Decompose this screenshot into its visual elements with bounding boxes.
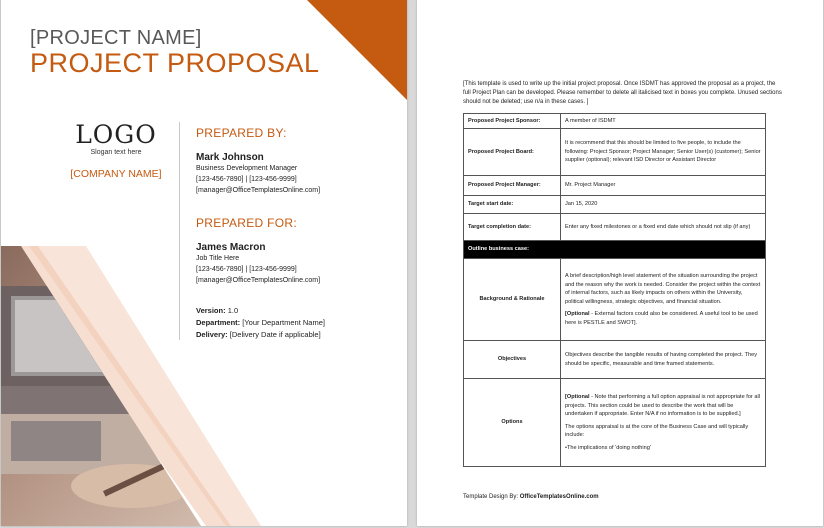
completion-date-label: Target completion date: [464, 214, 561, 241]
project-name: [PROJECT NAME] [30, 27, 202, 49]
logo-slogan: Slogan text here [90, 149, 142, 156]
table-row [464, 114, 766, 129]
prepared-for-heading: PREPARED FOR: [196, 216, 298, 230]
prepared-by-title: Business Development Manager [196, 165, 298, 172]
sponsor-value: A member of ISDMT [561, 114, 766, 129]
logo: LOGO [75, 120, 157, 149]
prepared-for-title: Job Title Here [196, 255, 240, 262]
company-name: [COMPANY NAME] [70, 168, 162, 180]
delivery-value: [Delivery Date if applicable] [229, 330, 321, 339]
department-label: Department: [196, 318, 241, 327]
table-row [464, 129, 766, 176]
table-row [464, 196, 766, 214]
background-optional-text: - External factors could also be considered. A useful tool to be used here is PESTLE and SWOT]. [565, 311, 758, 326]
prepared-by-section [196, 126, 320, 196]
laptop-desk-photo [1, 246, 261, 526]
table-row [464, 214, 766, 241]
background-optional [565, 310, 761, 327]
footer-site-link[interactable]: OfficeTemplatesOnline.com [519, 494, 599, 500]
prepared-by-phone: [123-456-7890] | [123-456-9999] [196, 176, 297, 183]
objectives-label: Objectives [464, 341, 561, 379]
options-paragraph: The options appraisal is at the core of the Business Case and will typically include: [565, 423, 749, 438]
sponsor-label: Proposed Project Sponsor: [464, 114, 561, 129]
start-date-label: Target start date: [464, 196, 561, 214]
outline-business-case-header: Outline business case: [464, 241, 766, 259]
version-label: Version: [196, 306, 226, 315]
intro-instructions: [This template is used to write up the initial project proposal. Once ISDMT has approved the proposal as a project, the full Project Plan can be developed. Please remember to delete all italicised text in boxes you complete. Unused sections should not be deleted; use n/a in these cases. ] [463, 81, 782, 105]
footer-label: Template Design By: [463, 494, 520, 500]
delivery-label: Delivery: [196, 330, 228, 339]
prepared-for-name: James Macron [196, 242, 266, 253]
table-row [464, 176, 766, 196]
manager-value: Mr. Project Manager [561, 176, 766, 196]
background-value [561, 259, 766, 341]
logo-block [61, 122, 171, 180]
prepared-for-email: [manager@OfficeTemplatesOnline.com] [196, 277, 321, 284]
background-optional-tag: [Optional [565, 311, 590, 317]
board-label: Proposed Project Board: [464, 129, 561, 176]
prepared-by-name: Mark Johnson [196, 152, 264, 163]
table-row [464, 241, 766, 259]
board-value: It is recommend that this should be limited to five people, to include the following: Project Sponsor; Project Manager; Senior User(s) (customer); Senior supplier (optional); relevant ISD Director or Assistant Director [561, 129, 766, 176]
options-optional-text: - Note that performing a full option appraisal is not appropriate for all projects. This section could be used to describe the work that will be undertaken if appropriate. Enter N/A if no information is to be supplied.] [565, 394, 760, 417]
cover-page [1, 0, 407, 526]
orange-corner-triangle [307, 0, 407, 100]
options-optional-tag: [Optional [565, 394, 590, 400]
completion-date-value: Enter any fixed milestones or a fixed end date which should not slip (if any) [561, 214, 766, 241]
objectives-value: Objectives describe the tangible results of having completed the project. They should be specific, measurable and time framed statements. [561, 341, 766, 379]
options-value [561, 379, 766, 467]
table-row [464, 341, 766, 379]
manager-label: Proposed Project Manager: [464, 176, 561, 196]
prepared-by-email: [manager@OfficeTemplatesOnline.com] [196, 187, 321, 194]
options-bullet: •The implications of 'doing nothing' [565, 444, 651, 451]
proposal-table [463, 113, 766, 467]
department-value: [Your Department Name] [242, 318, 325, 327]
options-optional [565, 393, 761, 419]
table-row [464, 379, 766, 467]
table-row [464, 259, 766, 341]
version-value: 1.0 [227, 306, 239, 315]
template-footer [463, 494, 599, 500]
options-label: Options [464, 379, 561, 467]
background-label: Background & Rationale [464, 259, 561, 341]
proposal-title: PROJECT PROPOSAL [30, 48, 320, 78]
prepared-by-heading: PREPARED BY: [196, 126, 287, 140]
prepared-for-phone: [123-456-7890] | [123-456-9999] [196, 266, 297, 273]
background-paragraph: A brief description/high level statement of the situation surrounding the project and the reason why the work is needed. Consider the project within the context of internal factors, such as likely impacts on others within the University, political willingness, strategic objectives, and financial situation. [565, 273, 761, 305]
start-date-value: Jan 15, 2020 [561, 196, 766, 214]
proposal-details-page [417, 0, 823, 526]
